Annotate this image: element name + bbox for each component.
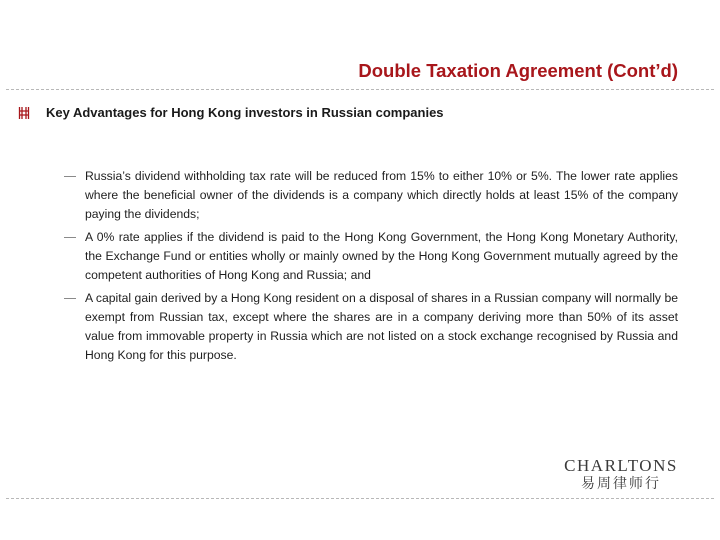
sub-bullet-list — [64, 167, 678, 369]
sub-bullet — [64, 228, 678, 285]
bottom-divider — [6, 498, 714, 499]
sub-bullet-text: Russia’s dividend withholding tax rate will be reduced from 15% to either 10% or 5%. The lower rate applies where the beneficial owner of the dividends is a company which directly holds at least 15% of the company paying the dividends; — [85, 169, 678, 221]
dash-icon — [64, 237, 76, 238]
main-bullet — [18, 104, 444, 122]
logo-name-en: CHARLTONS — [564, 456, 678, 475]
dash-icon — [64, 298, 76, 299]
bullet-icon — [18, 106, 30, 120]
top-divider — [6, 89, 714, 90]
sub-bullet-text: A capital gain derived by a Hong Kong resident on a disposal of shares in a Russian company will normally be exempt from Russian tax, except where the shares are in a company deriving more than 50% of its asset value from immovable property in Russia which are not listed on a stock exchange recognised by Russia and Hong Kong for this purpose. — [85, 291, 678, 362]
logo-name-zh: 易周律师行 — [581, 476, 661, 492]
slide-title: Double Taxation Agreement (Cont’d) — [358, 60, 678, 81]
charltons-logo — [560, 457, 682, 493]
sub-bullet-text: A 0% rate applies if the dividend is paid to the Hong Kong Government, the Hong Kong Monetary Authority, the Exchange Fund or entities wholly or mainly owned by the Hong Kong Government mutually agreed by the competent authorities of Hong Kong and Russia; and — [85, 230, 678, 282]
dash-icon — [64, 176, 76, 177]
main-bullet-text: Key Advantages for Hong Kong investors in Russian companies — [46, 105, 444, 120]
sub-bullet — [64, 289, 678, 365]
sub-bullet — [64, 167, 678, 224]
